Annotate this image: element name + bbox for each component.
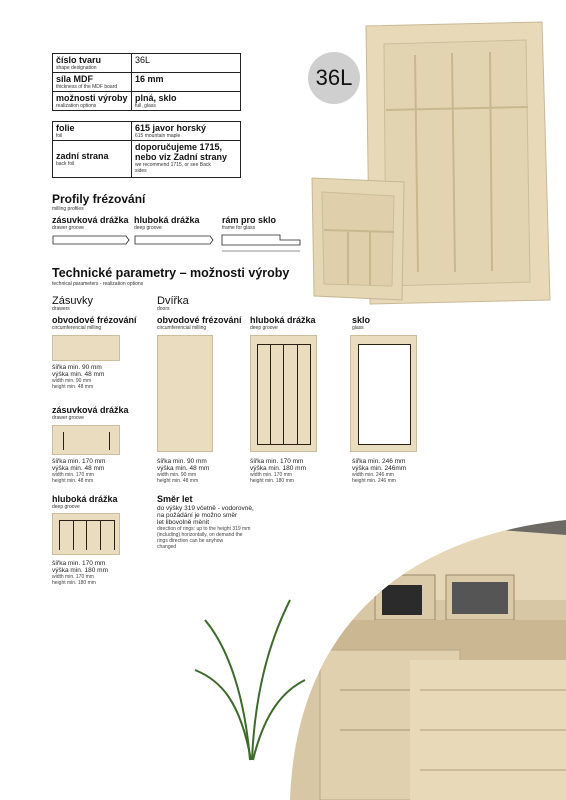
option-label: obvodové frézování	[157, 315, 242, 325]
door-panel-plain	[157, 335, 213, 452]
option-dims: šířka min. 90 mm výška min. 48 mm width min. 90 mm height min. 48 mm	[157, 458, 210, 484]
spec-row	[53, 54, 241, 73]
drawers-subheading: drawers	[52, 306, 70, 312]
profiles-title: Profily frézování	[52, 192, 146, 206]
tech-title: Technické parametry – možnosti výroby	[52, 266, 290, 280]
option-sub: glass	[352, 325, 364, 331]
option-dims: šířka min. 90 mm výška min. 48 mm width min. 90 mm height min. 48 mm	[52, 364, 105, 390]
profile-label: hluboká drážka	[134, 215, 200, 225]
profile-label: rám pro sklo	[222, 215, 277, 225]
spec-value: 615 javor horský	[135, 123, 207, 133]
tech-subtitle: technical parameters - realization options	[52, 281, 144, 287]
option-dims: šířka min. 170 mm výška min. 180 mm width min. 170 mm height min. 180 mm	[52, 560, 108, 586]
option-sub: drawer groove	[52, 415, 84, 421]
spec-label: možnosti výroby	[56, 93, 128, 103]
spec-row	[53, 141, 241, 178]
option-sub: deep groove	[52, 504, 80, 510]
drawer-panel-grooved	[52, 425, 120, 455]
option-sub: circumferencial milling	[52, 325, 102, 331]
spec-row	[53, 122, 241, 141]
spec-label: folie	[56, 123, 75, 133]
option-sub: deep groove	[250, 325, 278, 331]
profile-sub: deep groove	[134, 225, 162, 231]
door-panel-deep	[250, 335, 317, 452]
drawer-panel-deep	[52, 513, 120, 555]
option-dims: šířka min. 170 mm výška min. 48 mm width min. 170 mm height min. 48 mm	[52, 458, 106, 484]
smer-title: Směr let	[157, 494, 193, 504]
spec-value: doporučujeme 1715, nebo viz Zadní strany	[135, 142, 228, 162]
drawer-panel-plain	[52, 335, 120, 361]
spec-label: síla MDF	[56, 74, 94, 84]
spec-row	[53, 92, 241, 111]
door-panel-glass	[350, 335, 417, 452]
spec-label-en: realization options	[56, 103, 97, 109]
spec-row	[53, 73, 241, 92]
spec-label-en: foil	[56, 133, 63, 139]
profile-drawing-deep-groove	[134, 233, 214, 247]
option-label: hluboká drážka	[250, 315, 316, 325]
spec-table	[52, 53, 241, 111]
spec-value-en: 615 mountain maple	[135, 133, 181, 139]
spec-label-en: thickness of the MDF board	[56, 84, 118, 90]
option-dims: šířka min. 170 mm výška min. 180 mm width min. 170 mm height min. 180 mm	[250, 458, 306, 484]
spec-value: 16 mm	[135, 74, 164, 84]
option-label: zásuvková drážka	[52, 405, 129, 415]
spec-value: 36L	[135, 55, 151, 65]
spec-label: zadní strana	[56, 151, 109, 161]
option-label: sklo	[352, 315, 371, 325]
spec-value-en: we recommend 1715, or see Back sides	[135, 162, 211, 174]
spec-value: plná, sklo	[135, 93, 177, 103]
profile-drawing-glass-frame	[220, 231, 304, 255]
profile-label: zásuvková drážka	[52, 215, 129, 225]
spec-value-en: full, glass	[135, 103, 156, 109]
drawers-heading: Zásuvky	[52, 295, 93, 307]
profile-drawing-drawer-groove	[52, 233, 130, 247]
shape-badge: 36L	[308, 52, 360, 104]
doors-heading: Dvířka	[157, 295, 189, 307]
plant	[195, 600, 305, 760]
option-dims: šířka min. 246 mm výška min. 246mm width min. 246 mm height min. 246 mm	[352, 458, 407, 484]
profiles-subtitle: milling profiles	[52, 206, 84, 212]
spec-label-en: shape designation	[56, 65, 97, 71]
option-label: hluboká drážka	[52, 494, 118, 504]
doors-subheading: doors	[157, 306, 170, 312]
smer-text: do výšky 319 včetně - vodorovně, na požádání je možno směr let libovolně měnit direction of rings: up to the height 319 mm (including) horizontally, on demand the rings direction can be anyhow changed	[157, 505, 254, 550]
profile-sub: drawer groove	[52, 225, 84, 231]
spec-label-en: back foil	[56, 161, 75, 167]
spec-table-foil	[52, 121, 241, 178]
option-label: obvodové frézování	[52, 315, 137, 325]
option-sub: circumferencial milling	[157, 325, 207, 331]
profile-sub: frame for glass	[222, 225, 256, 231]
spec-label: číslo tvaru	[56, 55, 102, 65]
door-render-small	[308, 174, 410, 304]
